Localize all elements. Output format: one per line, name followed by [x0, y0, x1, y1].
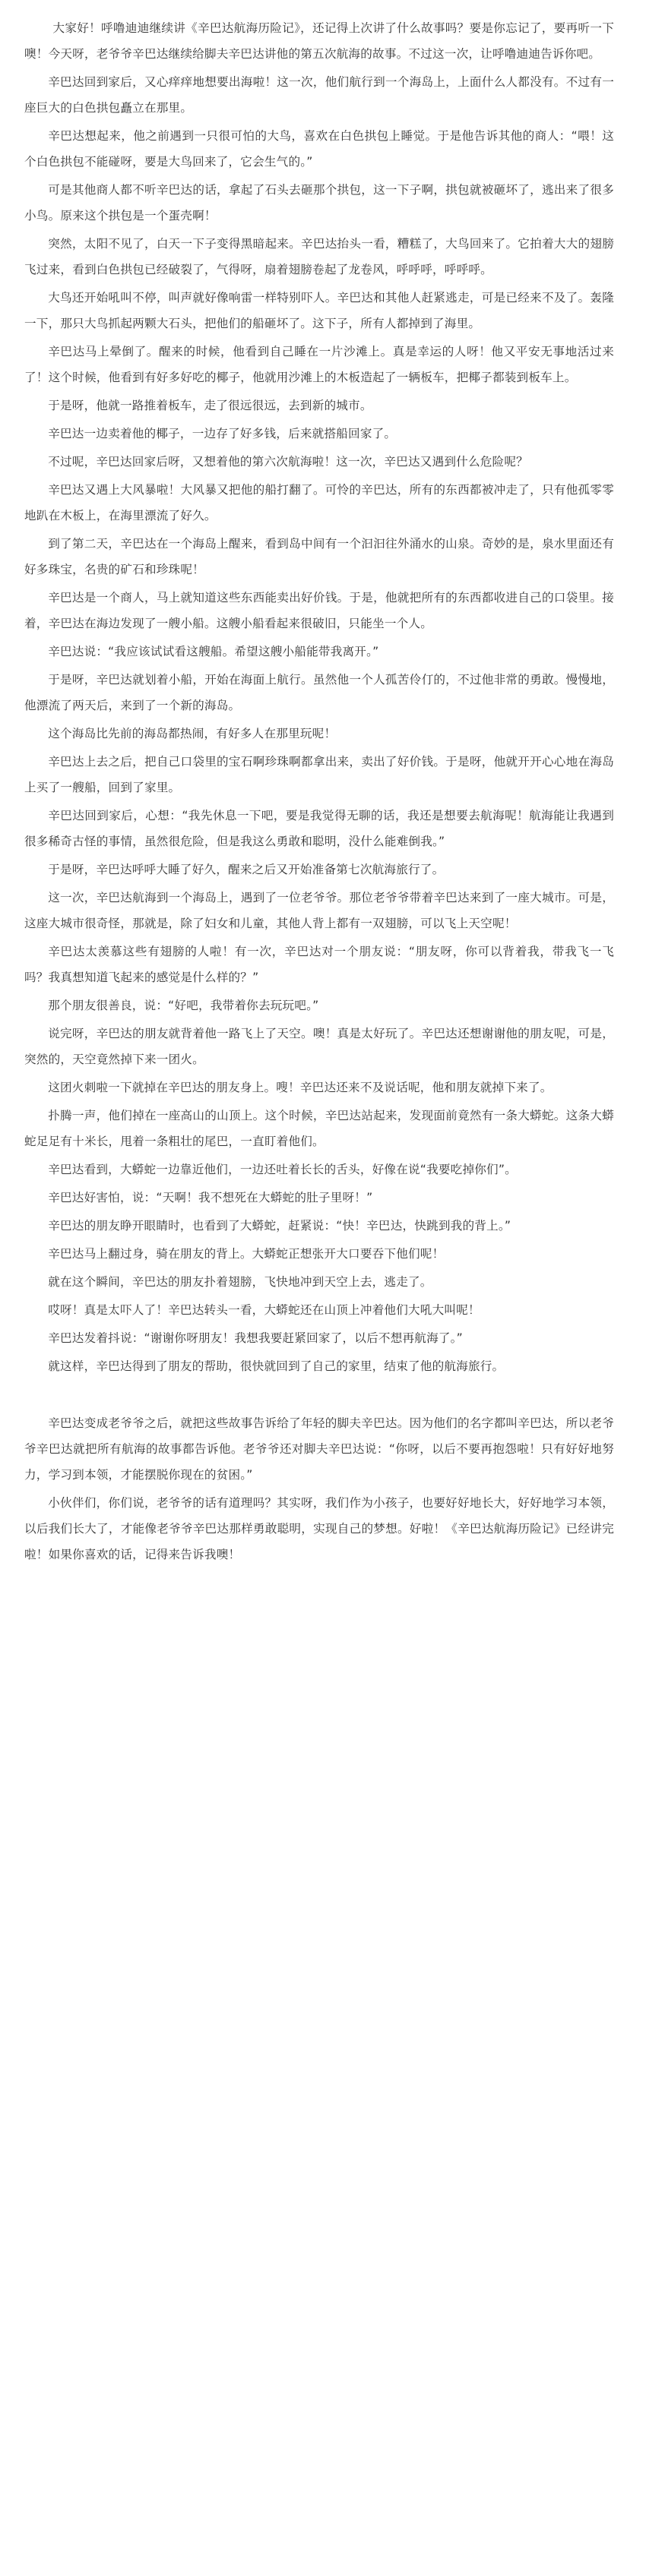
story-paragraph: 就这样，辛巴达得到了朋友的帮助，很快就回到了自己的家里，结束了他的航海旅行。 — [48, 1359, 505, 1373]
story-paragraph: 辛巴达好害怕，说：“天啊！我不想死在大蟒蛇的肚子里呀！” — [48, 1191, 373, 1204]
story-paragraph: 到了第二天，辛巴达在一个海岛上醒来，看到岛中间有一个汩汩往外涌水的山泉。奇妙的是，泉水里面还有好多珠宝，名贵的矿石和珍珠呢！ — [24, 537, 614, 576]
story-paragraph: 辛巴达又遇上大风暴啦！大风暴又把他的船打翻了。可怜的辛巴达，所有的东西都被冲走了，只有他孤零零地趴在木板上，在海里漂流了好久。 — [24, 483, 614, 522]
story-paragraph: 辛巴达变成老爷爷之后，就把这些故事告诉给了年轻的脚夫辛巴达。因为他们的名字都叫辛巴达，所以老爷爷辛巴达就把所有航海的故事都告诉他。老爷爷还对脚夫辛巴达说：“你呀，以后不要再抱怨啦！只有好好地努力，学习到本领，才能摆脱你现在的贫困。” — [24, 1416, 614, 1482]
story-paragraph: 辛巴达上去之后，把自己口袋里的宝石啊珍珠啊都拿出来，卖出了好价钱。于是呀，他就开开心心地在海岛上买了一艘船，回到了家里。 — [24, 755, 614, 794]
story-paragraph: 辛巴达一边卖着他的椰子，一边存了好多钱，后来就搭船回家了。 — [48, 427, 397, 440]
story-paragraph: 辛巴达马上翻过身，骑在朋友的背上。大蟒蛇正想张开大口要吞下他们呢！ — [48, 1247, 445, 1261]
story-paragraph: 突然，太阳不见了，白天一下子变得黑暗起来。辛巴达抬头一看，糟糕了，大鸟回来了。它拍着大大的翅膀飞过来，看到白色拱包已经破裂了，气得呀，扇着翅膀卷起了龙卷风，呼呼呼，呼呼呼。 — [24, 237, 614, 276]
story-paragraph: 辛巴达马上晕倒了。醒来的时候，他看到自己睡在一片沙滩上。真是幸运的人呀！他又平安无事地活过来了！这个时候，他看到有好多好吃的椰子，他就用沙滩上的木板造起了一辆板车，把椰子都装到板车上。 — [24, 345, 614, 384]
story-paragraph: 小伙伴们，你们说，老爷爷的话有道理吗？其实呀，我们作为小孩子，也要好好地长大，好好地学习本领，以后我们长大了，才能像老爷爷辛巴达那样勇敢聪明，实现自己的梦想。好啦！《辛巴达航海历险记》已经讲完啦！如果你喜欢的话，记得来告诉我噢！ — [24, 1496, 614, 1561]
story-paragraph: 就在这个瞬间，辛巴达的朋友扑着翅膀，飞快地冲到天空上去，逃走了。 — [48, 1275, 432, 1289]
story-paragraph: 于是呀，他就一路推着板车，走了很远很远，去到新的城市。 — [48, 399, 372, 412]
story-paragraph: 不过呢，辛巴达回家后呀，又想着他的第六次航海啦！这一次，辛巴达又遇到什么危险呢？ — [48, 455, 528, 469]
story-paragraph: 于是呀，辛巴达呼呼大睡了好久，醒来之后又开始准备第七次航海旅行了。 — [48, 863, 445, 876]
story-paragraph: 哎呀！真是太吓人了！辛巴达转头一看，大蟒蛇还在山顶上冲着他们大吼大叫呢！ — [48, 1303, 480, 1317]
story-paragraph: 辛巴达太羡慕这些有翅膀的人啦！有一次，辛巴达对一个朋友说：“朋友呀，你可以背着我，带我飞一飞吗？我真想知道飞起来的感觉是什么样的？” — [24, 945, 614, 984]
story-paragraph: 于是呀，辛巴达就划着小船，开始在海面上航行。虽然他一个人孤苦伶仃的，不过他非常的勇敢。慢慢地，他漂流了两天后，来到了一个新的海岛。 — [24, 673, 614, 712]
story-paragraph: 辛巴达说：“我应该试试看这艘船。希望这艘小船能带我离开。” — [48, 645, 379, 658]
story-paragraph: 大家好！呼噜迪迪继续讲《辛巴达航海历险记》，还记得上次讲了什么故事吗？要是你忘记了，要再听一下噢！今天呀，老爷爷辛巴达继续给脚夫辛巴达讲他的第五次航海的故事。不过这一次，让呼噜迪迪告诉你吧。 — [24, 21, 614, 61]
story-paragraph: 辛巴达是一个商人，马上就知道这些东西能卖出好价钱。于是，他就把所有的东西都收进自己的口袋里。接着，辛巴达在海边发现了一艘小船。这艘小船看起来很破旧，只能坐一个人。 — [24, 591, 614, 630]
story-paragraph: 这一次，辛巴达航海到一个海岛上，遇到了一位老爷爷。那位老爷爷带着辛巴达来到了一座大城市。可是，这座大城市很奇怪，那就是，除了妇女和儿童，其他人背上都有一双翅膀，可以飞上天空呢！ — [24, 891, 614, 930]
story-paragraph: 大鸟还开始吼叫不停，叫声就好像响雷一样特别吓人。辛巴达和其他人赶紧逃走，可是已经来不及了。轰隆一下，那只大鸟抓起两颗大石头，把他们的船砸坏了。这下子，所有人都掉到了海里。 — [24, 291, 614, 330]
story-paragraph: 这个海岛比先前的海岛都热闹，有好多人在那里玩呢！ — [48, 727, 337, 740]
story-paragraph: 扑腾一声，他们掉在一座高山的山顶上。这个时候，辛巴达站起来，发现面前竟然有一条大蟒蛇。这条大蟒蛇足足有十米长，甩着一条粗壮的尾巴，一直盯着他们。 — [24, 1109, 614, 1148]
story-paragraph: 那个朋友很善良，说：“好吧，我带着你去玩玩吧。” — [48, 999, 319, 1012]
story-paragraph: 可是其他商人都不听辛巴达的话，拿起了石头去砸那个拱包，这一下子啊，拱包就被砸坏了，逃出来了很多小鸟。原来这个拱包是一个蛋壳啊！ — [24, 183, 614, 223]
story-paragraph: 说完呀，辛巴达的朋友就背着他一路飞上了天空。噢！真是太好玩了。辛巴达还想谢谢他的朋友呢，可是，突然的，天空竟然掉下来一团火。 — [24, 1027, 614, 1066]
story-paragraph: 辛巴达回到家后，心想：“我先休息一下吧，要是我觉得无聊的话，我还是想要去航海呢！航海能让我遇到很多稀奇古怪的事情，虽然很危险，但是我这么勇敢和聪明，没什么能难倒我。” — [24, 809, 614, 848]
story-paragraph: 辛巴达回到家后，又心痒痒地想要出海啦！这一次，他们航行到一个海岛上，上面什么人都没有。不过有一座巨大的白色拱包矗立在那里。 — [24, 75, 614, 115]
story-paragraph: 辛巴达想起来，他之前遇到一只很可怕的大鸟，喜欢在白色拱包上睡觉。于是他告诉其他的商人：“喂！这个白色拱包不能碰呀，要是大鸟回来了，它会生气的。” — [24, 129, 614, 169]
story-paragraph: 这团火刺啦一下就掉在辛巴达的朋友身上。嗖！辛巴达还来不及说话呢，他和朋友就掉下来了。 — [48, 1081, 553, 1094]
story-paragraph: 辛巴达看到，大蟒蛇一边靠近他们，一边还吐着长长的舌头，好像在说“我要吃掉你们”。 — [48, 1163, 517, 1176]
story-paragraph: 辛巴达的朋友睁开眼睛时，也看到了大蟒蛇，赶紧说：“快！辛巴达，快跳到我的背上。” — [48, 1219, 511, 1233]
story-paragraph: 辛巴达发着抖说：“谢谢你呀朋友！我想我要赶紧回家了，以后不想再航海了。” — [48, 1331, 463, 1345]
